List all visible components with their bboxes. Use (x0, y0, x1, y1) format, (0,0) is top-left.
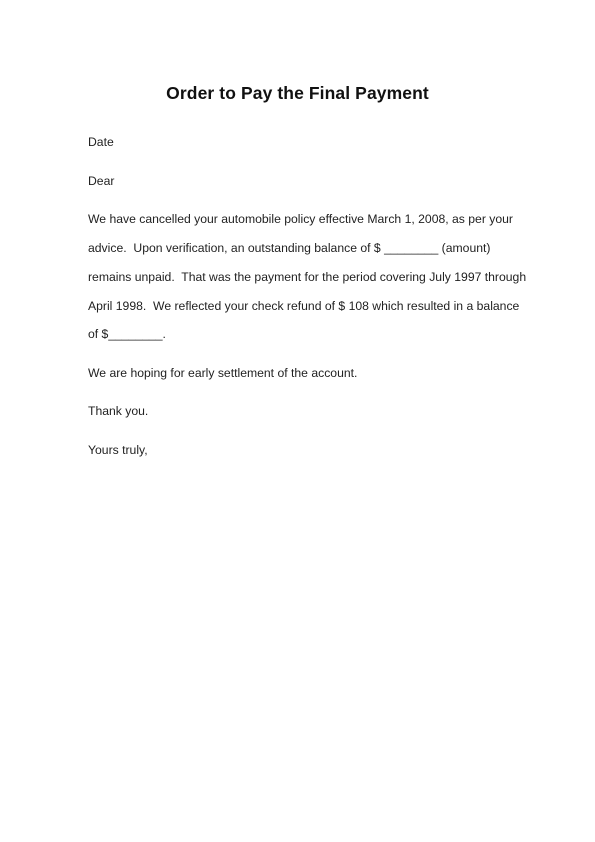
body-paragraph-line: of $________. (88, 327, 166, 341)
body-paragraph-line: We have cancelled your automobile policy effective March 1, 2008, as per your (88, 212, 513, 226)
body-paragraph-line: April 1998. We reflected your check refund of $ 108 which resulted in a balance (88, 299, 520, 313)
thank-you-line: Thank you. (88, 404, 149, 418)
body-paragraph-line: advice. Upon verification, an outstanding balance of $ ________ (amount) (88, 241, 491, 255)
body-paragraph-line: remains unpaid. That was the payment for the period covering July 1997 through (88, 270, 527, 284)
document-title: Order to Pay the Final Payment (166, 83, 429, 103)
salutation: Dear (88, 174, 115, 188)
settlement-paragraph: We are hoping for early settlement of the account. (88, 366, 358, 380)
closing-line: Yours truly, (88, 443, 148, 457)
date-label: Date (88, 135, 114, 149)
